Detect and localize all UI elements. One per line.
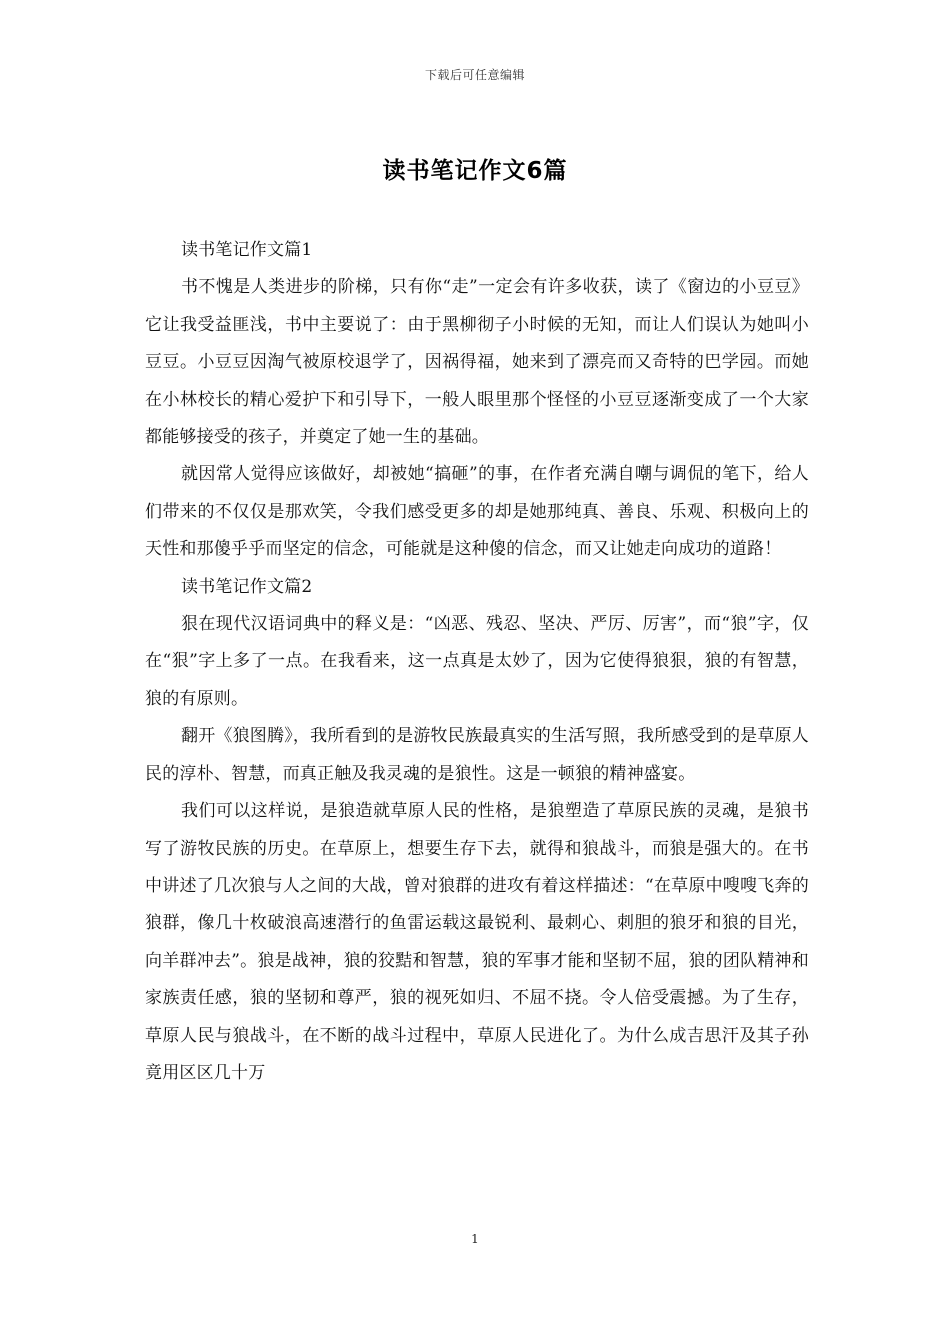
- document-body: [145, 232, 809, 1092]
- section-heading: 读书笔记作文篇1: [181, 240, 313, 260]
- paragraph: 我们可以这样说，是狼造就草原人民的性格，是狼塑造了草原民族的灵魂，是狼书写了游牧民族的历史。在草原上，想要生存下去，就得和狼战斗，而狼是强大的。在书中讲述了几次狼与人之间的大战，曾对狼群的进攻有着这样描述：“在草原中嗖嗖飞奔的狼群，像几十枚破浪高速潜行的鱼雷运载这最锐利、最刺心、刺胆的狼牙和狼的目光，向羊群冲去”。狼是战神，狼的狡黠和智慧，狼的军事才能和坚韧不屈，狼的团队精神和家族责任感，狼的坚韧和尊严，狼的视死如归、不屈不挠。令人倍受震撼。为了生存，草原人民与狼战斗，在不断的战斗过程中，草原人民进化了。为什么成吉思汗及其子孙竟用区区几十万: [145, 801, 809, 1083]
- paragraph: 就因常人觉得应该做好，却被她“搞砸”的事，在作者充满自嘲与调侃的笔下，给人们带来的不仅仅是那欢笑，令我们感受更多的却是她那纯真、善良、乐观、积极向上的天性和那傻乎乎而坚定的信念，可能就是这种傻的信念，而又让她走向成功的道路！: [145, 464, 809, 560]
- header-note: 下载后可任意编辑: [424, 68, 525, 82]
- document-title: 读书笔记作文6篇: [382, 158, 568, 184]
- page-number: 1: [471, 1232, 479, 1246]
- paragraph: 书不愧是人类进步的阶梯，只有你“走”一定会有许多收获，读了《窗边的小豆豆》它让我受益匪浅，书中主要说了：由于黑柳彻子小时候的无知，而让人们误认为她叫小豆豆。小豆豆因淘气被原校退学了，因祸得福，她来到了漂亮而又奇特的巴学园。而她在小林校长的精心爱护下和引导下，一般人眼里那个怪怪的小豆豆逐渐变成了一个大家都能够接受的孩子，并奠定了她一生的基础。: [145, 277, 809, 448]
- paragraph: 狠在现代汉语词典中的释义是：“凶恶、残忍、坚决、严厉、厉害”，而“狼”字，仅在“狠”字上多了一点。在我看来，这一点真是太妙了，因为它使得狼狠，狼的有智慧，狼的有原则。: [145, 614, 809, 709]
- section-heading: 读书笔记作文篇2: [181, 576, 313, 597]
- paragraph: 翻开《狼图腾》，我所看到的是游牧民族最真实的生活写照，我所感受到的是草原人民的淳朴、智慧，而真正触及我灵魂的是狼性。这是一顿狼的精神盛宴。: [145, 726, 809, 784]
